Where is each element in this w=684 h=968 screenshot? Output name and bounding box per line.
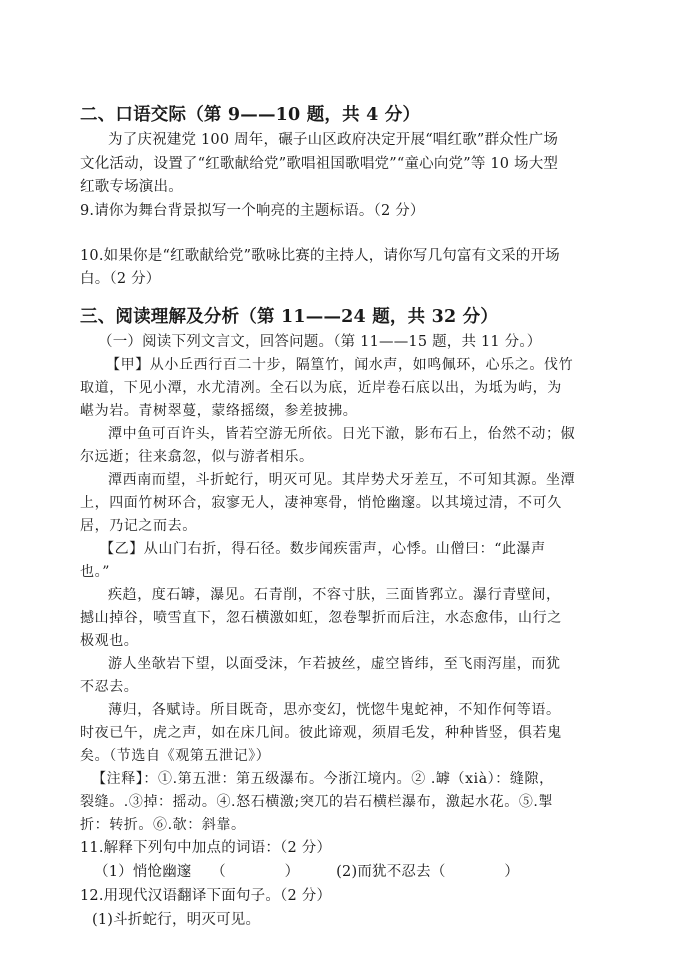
section-2-title: 二、口语交际（第 9——10 题，共 4 分） — [80, 105, 421, 125]
passage-yi-line-9: 时夜已午，虎之声，如在床几间。彼此谛观，须眉毛发，种种皆竖，俱若鬼 — [80, 725, 562, 741]
passage-yi-line-7: 不忍去。 — [80, 679, 139, 695]
passage-yi-line-10: 矣。（节选自《观第五泄记》） — [80, 748, 271, 764]
section-3-subtitle: （一）阅读下列文言文，回答问题。（第 11——15 题，共 11 分。） — [98, 334, 542, 350]
passage-jia-line-4: 潭中鱼可百许头，皆若空游无所依。日光下澈，影布石上，佁然不动；俶 — [108, 426, 576, 442]
passage-jia-line-3: 嵁为岩。青树翠蔓，蒙络摇缀，参差披拂。 — [80, 403, 358, 419]
passage-yi-line-5: 极观也。 — [80, 633, 139, 649]
question-12: 12.用现代汉语翻译下面句子。（2 分） — [80, 888, 332, 904]
passage-yi-line-8: 薄归，各赋诗。所目既奇，思亦变幻，恍惚牛鬼蛇神，不知作何等语。 — [108, 702, 561, 718]
question-9: 9.请你为舞台背景拟写一个响亮的主题标语。（2 分） — [80, 203, 425, 219]
passage-yi-line-2: 也。” — [80, 564, 110, 580]
passage-yi-line-1: 【乙】从山门右折，得石径。数步闻疾雷声，心悸。山僧曰：“此瀑声 — [100, 541, 546, 557]
section-2-intro-line-2: 文化活动，设置了“红歌献给党”歌唱祖国歌唱党”“童心向党”等 10 场大型 — [80, 156, 559, 172]
passage-yi-line-3: 疾趋，度石罅，瀑见。石青削，不容寸肤，三面皆郛立。瀑行青壁间， — [108, 587, 561, 603]
notes-line-2: 裂缝。.③掉：摇动。④.怒石横激;突兀的岩石横栏瀑布，激起水花。⑤.掣 — [80, 794, 554, 810]
passage-jia-line-7: 上，四面竹树环合，寂寥无人，凄神寒骨，悄怆幽邃。以其境过清，不可久 — [80, 495, 562, 511]
question-10-line-1: 10.如果你是“红歌献给党”歌咏比赛的主持人，请你写几句富有文采的开场 — [80, 248, 560, 264]
question-11: 11.解释下列句中加点的词语：（2 分） — [80, 840, 332, 856]
section-2-intro-line-3: 红歌专场演出。 — [80, 179, 183, 195]
question-12-item-1: (1)斗折蛇行，明灭可见。 — [92, 912, 261, 928]
passage-jia-line-6: 潭西南而望，斗折蛇行，明灭可见。其岸势犬牙差互，不可知其源。坐潭 — [108, 472, 576, 488]
section-2-intro-line-1: 为了庆祝建党 100 周年，碾子山区政府决定开展“唱红歌”群众性广场 — [108, 132, 559, 148]
passage-yi-line-4: 撼山掉谷，喷雪直下，忽石横激如虹，忽卷掣折而后注，水态愈伟，山行之 — [80, 610, 562, 626]
question-11-items: （1）悄怆幽邃 （ ） (2)而犹不忍去（ ） — [94, 864, 520, 880]
question-10-line-2: 白。（2 分） — [80, 271, 161, 287]
section-3-title: 三、阅读理解及分析（第 11——24 题，共 32 分） — [80, 307, 499, 327]
notes-line-3: 折：转折。⑥.欹：斜靠。 — [80, 817, 246, 833]
passage-jia-line-8: 居，乃记之而去。 — [80, 518, 197, 534]
passage-yi-line-6: 游人坐欹岩下望，以面受沫，乍若披丝，虚空皆纬，至飞雨泻崖，而犹 — [108, 656, 561, 672]
notes-line-1: 【注释】：①.第五泄：第五级瀑布。今浙江境内。② .罅（xià）：缝隙， — [92, 771, 554, 787]
passage-jia-line-2: 取道，下见小潭，水尤清冽。全石以为底，近岸卷石底以出，为坻为屿，为 — [80, 380, 562, 396]
passage-jia-line-5: 尔远逝；往来翕忽，似与游者相乐。 — [80, 449, 314, 465]
passage-jia-line-1: 【甲】从小丘西行百二十步，隔篁竹，闻水声，如鸣佩环，心乐之。伐竹 — [106, 357, 574, 373]
